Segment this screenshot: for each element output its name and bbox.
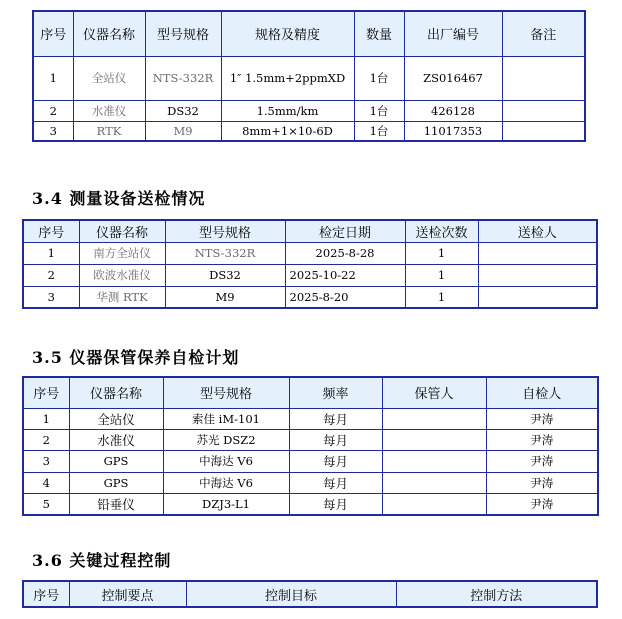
table-row — [23, 429, 598, 450]
cell: 铅垂仪 — [69, 493, 163, 515]
header-remark: 备注 — [502, 11, 585, 56]
cell: 1 — [23, 408, 69, 429]
cell: 426128 — [404, 100, 502, 121]
table-row — [23, 450, 598, 472]
cell: DS32 — [165, 264, 285, 286]
cell: 全站仪 — [73, 56, 145, 100]
cell: 尹涛 — [486, 493, 598, 515]
cell: 2025-8-20 — [285, 286, 405, 308]
cell: 2 — [23, 264, 79, 286]
cell: M9 — [145, 121, 221, 141]
table-row — [23, 408, 598, 429]
table-row — [33, 56, 585, 100]
cell: ZS016467 — [404, 56, 502, 100]
table-row — [23, 264, 597, 286]
header-person: 送检人 — [478, 220, 597, 242]
cell: 尹涛 — [486, 429, 598, 450]
cell: 水准仪 — [69, 429, 163, 450]
calibration-table — [22, 219, 598, 309]
table-header-row — [23, 220, 597, 242]
section-title-3-6: 3.6 关键过程控制 — [32, 551, 172, 570]
header-index: 序号 — [23, 581, 69, 607]
cell: NTS-332R — [145, 56, 221, 100]
header-date: 检定日期 — [285, 220, 405, 242]
cell: 1 — [23, 242, 79, 264]
cell — [502, 56, 585, 100]
header-precision: 规格及精度 — [221, 11, 354, 56]
cell: DZJ3-L1 — [163, 493, 289, 515]
cell: 每月 — [289, 493, 382, 515]
cell: 4 — [23, 472, 69, 493]
cell — [382, 408, 486, 429]
cell — [478, 286, 597, 308]
table-header-row — [23, 581, 597, 607]
cell: DS32 — [145, 100, 221, 121]
cell: 华测 RTK — [79, 286, 165, 308]
section-title-3-5: 3.5 仪器保管保养自检计划 — [32, 348, 240, 367]
cell: 1 — [405, 286, 478, 308]
header-index: 序号 — [23, 377, 69, 408]
table-row — [23, 242, 597, 264]
cell: 1台 — [354, 100, 404, 121]
header-keeper: 保管人 — [382, 377, 486, 408]
cell: GPS — [69, 472, 163, 493]
cell: 每月 — [289, 472, 382, 493]
cell: 全站仪 — [69, 408, 163, 429]
header-index: 序号 — [33, 11, 73, 56]
cell: 1 — [405, 242, 478, 264]
cell — [478, 242, 597, 264]
cell — [382, 450, 486, 472]
cell: 尹涛 — [486, 450, 598, 472]
cell: 欧波水准仪 — [79, 264, 165, 286]
cell: 1台 — [354, 56, 404, 100]
cell: 1 — [405, 264, 478, 286]
header-name: 仪器名称 — [73, 11, 145, 56]
cell: 1.5mm/km — [221, 100, 354, 121]
table-header-row — [23, 377, 598, 408]
header-name: 仪器名称 — [79, 220, 165, 242]
cell: 3 — [33, 121, 73, 141]
cell: 索佳 iM-101 — [163, 408, 289, 429]
header-model: 型号规格 — [145, 11, 221, 56]
cell: 中海达 V6 — [163, 472, 289, 493]
process-control-table — [22, 580, 598, 608]
cell: 1台 — [354, 121, 404, 141]
section-title-3-4: 3.4 测量设备送检情况 — [32, 189, 206, 208]
cell: M9 — [165, 286, 285, 308]
table-row — [23, 286, 597, 308]
header-control-target: 控制目标 — [186, 581, 396, 607]
cell: 尹涛 — [486, 472, 598, 493]
cell: 尹涛 — [486, 408, 598, 429]
cell: 3 — [23, 286, 79, 308]
table-header-row — [33, 11, 585, 56]
header-count: 送检次数 — [405, 220, 478, 242]
table-row — [33, 100, 585, 121]
cell: NTS-332R — [165, 242, 285, 264]
header-model: 型号规格 — [163, 377, 289, 408]
cell — [502, 121, 585, 141]
cell: 2025-10-22 — [285, 264, 405, 286]
maintenance-table — [22, 376, 599, 516]
header-index: 序号 — [23, 220, 79, 242]
header-control-point: 控制要点 — [69, 581, 186, 607]
cell: 2025-8-28 — [285, 242, 405, 264]
table-row — [23, 472, 598, 493]
cell: 每月 — [289, 408, 382, 429]
header-model: 型号规格 — [165, 220, 285, 242]
cell: 2 — [33, 100, 73, 121]
header-name: 仪器名称 — [69, 377, 163, 408]
table-row — [23, 493, 598, 515]
header-control-method: 控制方法 — [396, 581, 597, 607]
header-quantity: 数量 — [354, 11, 404, 56]
header-inspector: 自检人 — [486, 377, 598, 408]
cell: 每月 — [289, 450, 382, 472]
cell: 中海达 V6 — [163, 450, 289, 472]
header-serial: 出厂编号 — [404, 11, 502, 56]
cell: 水准仪 — [73, 100, 145, 121]
cell: 南方全站仪 — [79, 242, 165, 264]
cell — [478, 264, 597, 286]
cell: RTK — [73, 121, 145, 141]
cell: 5 — [23, 493, 69, 515]
cell: 2 — [23, 429, 69, 450]
cell: 11017353 — [404, 121, 502, 141]
header-frequency: 频率 — [289, 377, 382, 408]
cell — [382, 472, 486, 493]
cell: 8mm+1×10-6D — [221, 121, 354, 141]
cell: 1″ 1.5mm+2ppmXD — [221, 56, 354, 100]
cell — [502, 100, 585, 121]
cell: 每月 — [289, 429, 382, 450]
cell: 苏光 DSZ2 — [163, 429, 289, 450]
cell: 1 — [33, 56, 73, 100]
cell: 3 — [23, 450, 69, 472]
cell — [382, 429, 486, 450]
instrument-table — [32, 10, 586, 142]
cell: GPS — [69, 450, 163, 472]
table-row — [33, 121, 585, 141]
cell — [382, 493, 486, 515]
